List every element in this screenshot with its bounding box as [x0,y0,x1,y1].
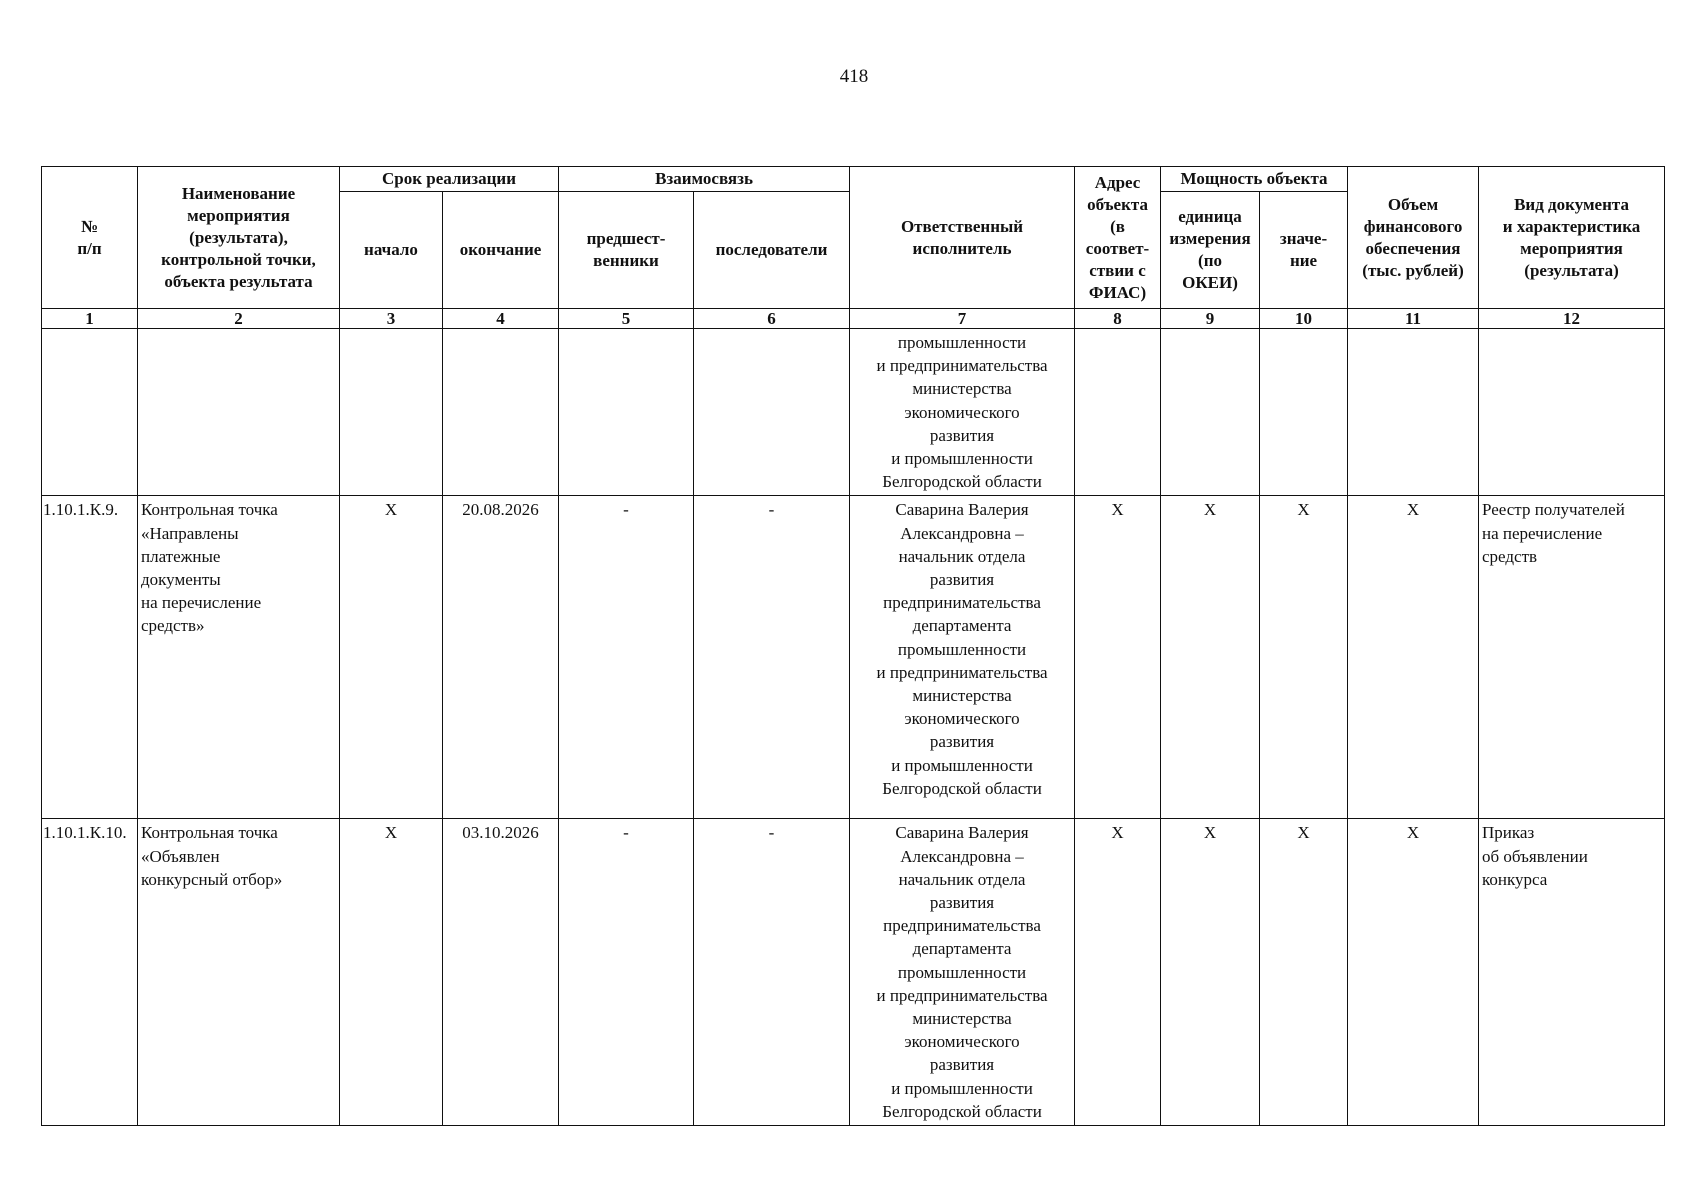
cell-finance: X [1348,819,1479,1126]
cell-doc [1479,329,1665,496]
column-number: 11 [1348,309,1479,329]
header-successors: последователи [694,192,850,309]
header-finance: Объем финансового обеспечения (тыс. рублей) [1348,167,1479,309]
cell-responsible: промышленности и предпринимательства министерства экономического развития и промышленности Белгородской области [850,329,1075,496]
cell-successors: - [694,819,850,1126]
header-predecessors: предшест- венники [559,192,694,309]
cell-responsible: Саварина Валерия Александровна – начальник отдела развития предпринимательства департамента промышленности и предпринимательства министерства экономического развития и промышленности Белгородской области [850,496,1075,819]
column-number: 7 [850,309,1075,329]
cell-unit [1161,329,1260,496]
column-number: 4 [443,309,559,329]
cell-predecessors [559,329,694,496]
table-row [42,819,1665,1126]
header-address: Адрес объекта (в соответ- ствии с ФИАС) [1075,167,1161,309]
cell-finance [1348,329,1479,496]
cell-start: X [340,496,443,819]
cell-successors: - [694,496,850,819]
table-header [42,167,1665,309]
cell-num: 1.10.1.К.10. [42,819,138,1126]
cell-value [1260,329,1348,496]
header-num: № п/п [42,167,138,309]
column-number: 9 [1161,309,1260,329]
cell-predecessors: - [559,496,694,819]
plan-table [41,166,1665,1126]
cell-unit: X [1161,819,1260,1126]
cell-finance: X [1348,496,1479,819]
cell-start: X [340,819,443,1126]
cell-successors [694,329,850,496]
cell-doc: Приказ об объявлении конкурса [1479,819,1665,1126]
page-number: 418 [839,66,869,87]
table-row [42,329,1665,496]
column-number: 2 [138,309,340,329]
cell-name [138,329,340,496]
header-name: Наименование мероприятия (результата), контрольной точки, объекта результата [138,167,340,309]
cell-end: 03.10.2026 [443,819,559,1126]
cell-num: 1.10.1.К.9. [42,496,138,819]
table-row [42,496,1665,819]
header-link-group: Взаимосвязь [559,167,850,192]
cell-address: X [1075,496,1161,819]
cell-address: X [1075,819,1161,1126]
cell-responsible: Саварина Валерия Александровна – начальник отдела развития предпринимательства департамента промышленности и предпринимательства министерства экономического развития и промышленности Белгородской области [850,819,1075,1126]
column-number: 5 [559,309,694,329]
header-term-group: Срок реализации [340,167,559,192]
cell-name: Контрольная точка «Направлены платежные документы на перечисление средств» [138,496,340,819]
header-end: окончание [443,192,559,309]
column-number: 6 [694,309,850,329]
column-number: 10 [1260,309,1348,329]
column-number-row [42,309,1665,329]
column-number: 12 [1479,309,1665,329]
cell-unit: X [1161,496,1260,819]
column-number: 8 [1075,309,1161,329]
cell-start [340,329,443,496]
header-responsible: Ответственный исполнитель [850,167,1075,309]
cell-end [443,329,559,496]
cell-doc: Реестр получателей на перечисление средств [1479,496,1665,819]
cell-name: Контрольная точка «Объявлен конкурсный отбор» [138,819,340,1126]
cell-value: X [1260,819,1348,1126]
column-number: 3 [340,309,443,329]
cell-num [42,329,138,496]
column-number: 1 [42,309,138,329]
header-capacity-group: Мощность объекта [1161,167,1348,192]
header-doc: Вид документа и характеристика мероприятия (результата) [1479,167,1665,309]
header-unit: единица измерения (по ОКЕИ) [1161,192,1260,309]
cell-predecessors: - [559,819,694,1126]
header-start: начало [340,192,443,309]
cell-address [1075,329,1161,496]
cell-value: X [1260,496,1348,819]
cell-end: 20.08.2026 [443,496,559,819]
header-value: значе- ние [1260,192,1348,309]
